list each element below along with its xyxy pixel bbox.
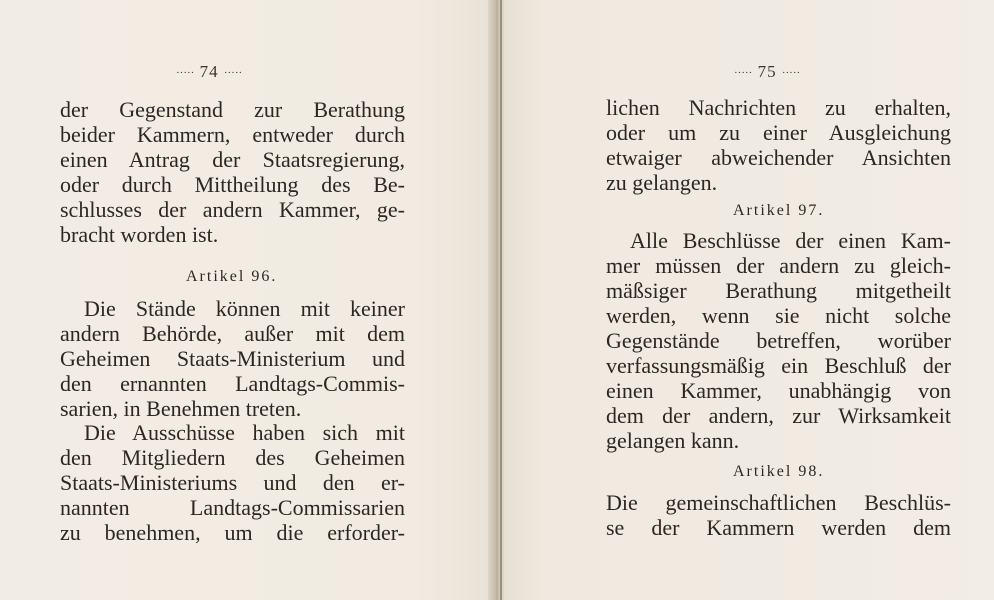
text-line: mäßsiger Berathung mitgetheilt [606,278,951,303]
text-line: oder durch Mittheilung des Be- [60,172,405,197]
ornament-icon: ····· [781,67,801,80]
text-line: werden, wenn sie nicht solche [606,303,951,328]
paragraph [606,228,951,453]
text-line: andern Behörde, außer mit dem [60,321,405,346]
page-number-left [176,62,242,82]
article-heading: Artikel 98. [733,463,825,480]
left-page [0,0,490,600]
paragraph [606,490,951,540]
paragraph [60,420,405,545]
text-line: Alle Beschlüsse der einen Kam- [630,228,951,253]
text-line: schlusses der andern Kammer, ge- [60,197,405,222]
text-line: Die gemeinschaftlichen Beschlüs- [606,490,951,515]
text-line: zu benehmen, um die erforder- [60,520,405,545]
text-line: der Gegenstand zur Berathung [60,97,405,122]
text-line: etwaiger abweichender Ansichten [606,145,951,170]
page-number-text: 74 [199,62,219,81]
text-line: einen Antrag der Staatsregierung, [60,147,405,172]
text-line: den Mitgliedern des Geheimen [60,445,405,470]
text-line: Geheimen Staats-Ministerium und [60,346,405,371]
text-line: Gegenstände betreffen, worüber [606,328,951,353]
text-line: mer müssen der andern zu gleich- [606,253,951,278]
text-line: gelangen kann. [606,428,740,453]
article-heading: Artikel 96. [186,268,278,285]
paragraph-continuation [606,95,951,195]
text-line: sarien, in Benehmen treten. [60,396,302,421]
text-line: nannten Landtags-Commissarien [60,495,405,520]
page-number-right [734,62,800,82]
text-line: dem der andern, zur Wirksamkeit [606,403,951,428]
text-line: verfassungsmäßig ein Beschluß der [606,353,951,378]
text-line: den ernannten Landtags-Commis- [60,371,405,396]
right-page [504,0,994,600]
ornament-icon: ····· [734,67,753,80]
article-heading: Artikel 97. [733,202,825,219]
text-line: Die Stände können mit keiner [84,296,405,321]
text-line: lichen Nachrichten zu erhalten, [606,95,951,120]
text-line: oder um zu einer Ausgleichung [606,120,951,145]
text-line: zu gelangen. [606,170,718,195]
text-line: se der Kammern werden dem [606,515,951,540]
paragraph-continuation [60,97,405,247]
paragraph [60,296,405,421]
text-line: bracht worden ist. [60,222,219,247]
gutter-fold [500,0,502,600]
text-line: einen Kammer, unabhängig von [606,378,951,403]
ornament-icon: ····· [223,67,243,80]
text-line: Die Ausschüsse haben sich mit [84,420,405,445]
ornament-icon: ····· [176,67,195,80]
text-line: Staats-Ministeriums und den er- [60,470,405,495]
page-number-text: 75 [757,62,777,81]
text-line: beider Kammern, entweder durch [60,122,405,147]
